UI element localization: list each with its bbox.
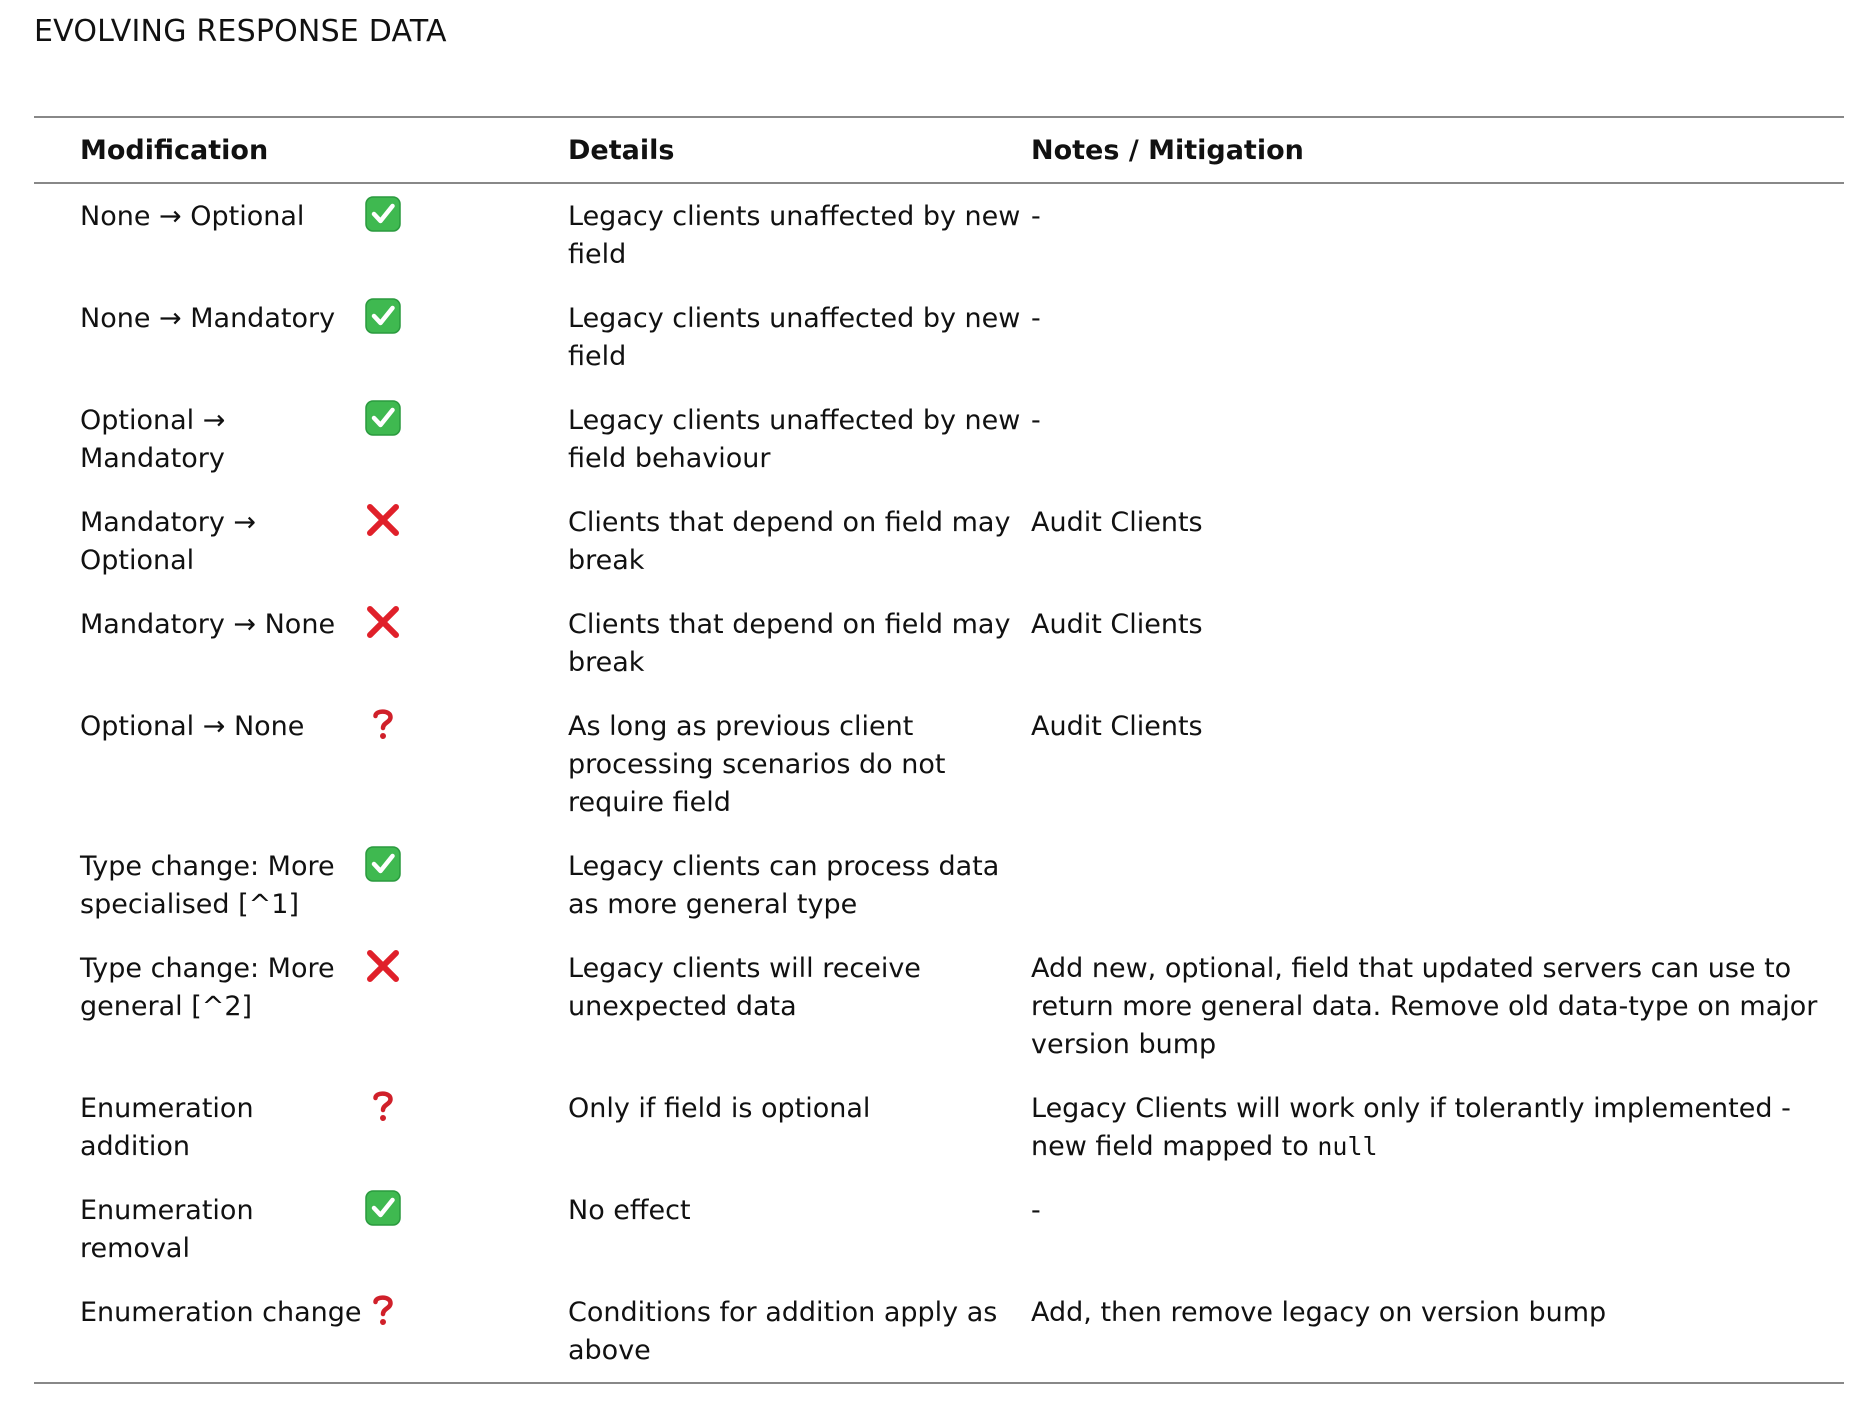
details-text: Legacy clients unaffected by new field behaviour bbox=[568, 405, 1021, 474]
cell-notes bbox=[1031, 936, 1844, 1076]
cell-allowed bbox=[363, 592, 568, 694]
cell-details bbox=[568, 1280, 1031, 1383]
cell-allowed bbox=[363, 1178, 568, 1280]
check-mark-button-icon bbox=[363, 844, 403, 884]
table-row bbox=[34, 388, 1844, 490]
cell-details bbox=[568, 592, 1031, 694]
table-row bbox=[34, 1178, 1844, 1280]
cell-notes bbox=[1031, 694, 1844, 834]
page-title: EVOLVING RESPONSE DATA bbox=[34, 14, 447, 49]
details-text: As long as previous client processing scenarios do not require field bbox=[568, 711, 946, 818]
cell-notes bbox=[1031, 834, 1844, 936]
cell-modification bbox=[34, 1076, 363, 1178]
cell-notes bbox=[1031, 490, 1844, 592]
table-body bbox=[34, 183, 1844, 1383]
modification-text: Enumeration change bbox=[80, 1297, 362, 1328]
response-data-table bbox=[34, 116, 1844, 1384]
response-data-table-container bbox=[34, 116, 1844, 1384]
cell-notes bbox=[1031, 183, 1844, 286]
notes-text: Add, then remove legacy on version bump bbox=[1031, 1297, 1607, 1328]
modification-text: Type change: More general [^2] bbox=[80, 953, 335, 1022]
notes-text: Legacy Clients will work only if tolerantly implemented - new field mapped to bbox=[1031, 1093, 1791, 1162]
header-notes: Notes / Mitigation bbox=[1031, 134, 1304, 166]
cell-notes bbox=[1031, 1076, 1844, 1178]
cell-modification bbox=[34, 834, 363, 936]
header-allowed bbox=[363, 117, 568, 183]
details-text: Legacy clients will receive unexpected data bbox=[568, 953, 921, 1022]
details-text: Conditions for addition apply as above bbox=[568, 1297, 998, 1366]
details-text: Only if field is optional bbox=[568, 1093, 871, 1124]
details-text: Legacy clients unaffected by new field bbox=[568, 303, 1021, 372]
cell-details bbox=[568, 183, 1031, 286]
question-mark-icon bbox=[363, 704, 403, 744]
modification-text: None → Optional bbox=[80, 201, 305, 232]
notes-text: Audit Clients bbox=[1031, 711, 1203, 742]
cell-modification bbox=[34, 183, 363, 286]
cell-allowed bbox=[363, 388, 568, 490]
modification-text: Enumeration addition bbox=[80, 1093, 254, 1162]
modification-text: Type change: More specialised [^1] bbox=[80, 851, 335, 920]
table-row bbox=[34, 1076, 1844, 1178]
cross-mark-icon bbox=[363, 500, 403, 540]
question-mark-icon bbox=[363, 1290, 403, 1330]
cell-notes bbox=[1031, 1178, 1844, 1280]
modification-text: Mandatory → Optional bbox=[80, 507, 257, 576]
header-details: Details bbox=[568, 134, 675, 166]
cell-details bbox=[568, 834, 1031, 936]
details-text: No effect bbox=[568, 1195, 691, 1226]
check-mark-button-icon bbox=[363, 296, 403, 336]
table-row bbox=[34, 592, 1844, 694]
cell-allowed bbox=[363, 1280, 568, 1383]
cell-notes bbox=[1031, 286, 1844, 388]
modification-text: None → Mandatory bbox=[80, 303, 336, 334]
cell-allowed bbox=[363, 286, 568, 388]
cell-modification bbox=[34, 936, 363, 1076]
cell-details bbox=[568, 936, 1031, 1076]
cell-modification bbox=[34, 286, 363, 388]
notes-text: Audit Clients bbox=[1031, 609, 1203, 640]
cell-modification bbox=[34, 490, 363, 592]
cell-modification bbox=[34, 1178, 363, 1280]
notes-text: - bbox=[1031, 405, 1041, 436]
cell-details bbox=[568, 1076, 1031, 1178]
cell-allowed bbox=[363, 694, 568, 834]
notes-text: - bbox=[1031, 1195, 1041, 1226]
table-header-row bbox=[34, 117, 1844, 183]
check-mark-button-icon bbox=[363, 398, 403, 438]
table-row bbox=[34, 183, 1844, 286]
question-mark-icon bbox=[363, 1086, 403, 1126]
cross-mark-icon bbox=[363, 946, 403, 986]
check-mark-button-icon bbox=[363, 1188, 403, 1228]
cell-modification bbox=[34, 1280, 363, 1383]
check-mark-button-icon bbox=[363, 194, 403, 234]
cell-modification bbox=[34, 694, 363, 834]
cell-allowed bbox=[363, 834, 568, 936]
cell-details bbox=[568, 388, 1031, 490]
cell-allowed bbox=[363, 183, 568, 286]
cell-details bbox=[568, 286, 1031, 388]
table-row bbox=[34, 490, 1844, 592]
cross-mark-icon bbox=[363, 602, 403, 642]
notes-text: - bbox=[1031, 303, 1041, 334]
header-modification: Modification bbox=[80, 134, 269, 166]
cell-details bbox=[568, 1178, 1031, 1280]
notes-text: Add new, optional, field that updated servers can use to return more general data. Remove old data-type on major version bump bbox=[1031, 953, 1818, 1060]
cell-details bbox=[568, 694, 1031, 834]
cell-modification bbox=[34, 592, 363, 694]
table-row bbox=[34, 286, 1844, 388]
table-row bbox=[34, 936, 1844, 1076]
table-row bbox=[34, 1280, 1844, 1383]
modification-text: Optional → Mandatory bbox=[80, 405, 226, 474]
notes-text: - bbox=[1031, 201, 1041, 232]
cell-notes bbox=[1031, 592, 1844, 694]
modification-text: Enumeration removal bbox=[80, 1195, 254, 1264]
details-text: Legacy clients can process data as more general type bbox=[568, 851, 1000, 920]
cell-details bbox=[568, 490, 1031, 592]
details-text: Clients that depend on field may break bbox=[568, 507, 1011, 576]
table-row bbox=[34, 834, 1844, 936]
modification-text: Optional → None bbox=[80, 711, 305, 742]
cell-notes bbox=[1031, 1280, 1844, 1383]
cell-modification bbox=[34, 388, 363, 490]
cell-allowed bbox=[363, 936, 568, 1076]
details-text: Clients that depend on field may break bbox=[568, 609, 1011, 678]
cell-notes bbox=[1031, 388, 1844, 490]
table-row bbox=[34, 694, 1844, 834]
details-text: Legacy clients unaffected by new field bbox=[568, 201, 1021, 270]
cell-allowed bbox=[363, 1076, 568, 1178]
cell-allowed bbox=[363, 490, 568, 592]
modification-text: Mandatory → None bbox=[80, 609, 336, 640]
notes-code: null bbox=[1317, 1132, 1378, 1161]
notes-text: Audit Clients bbox=[1031, 507, 1203, 538]
